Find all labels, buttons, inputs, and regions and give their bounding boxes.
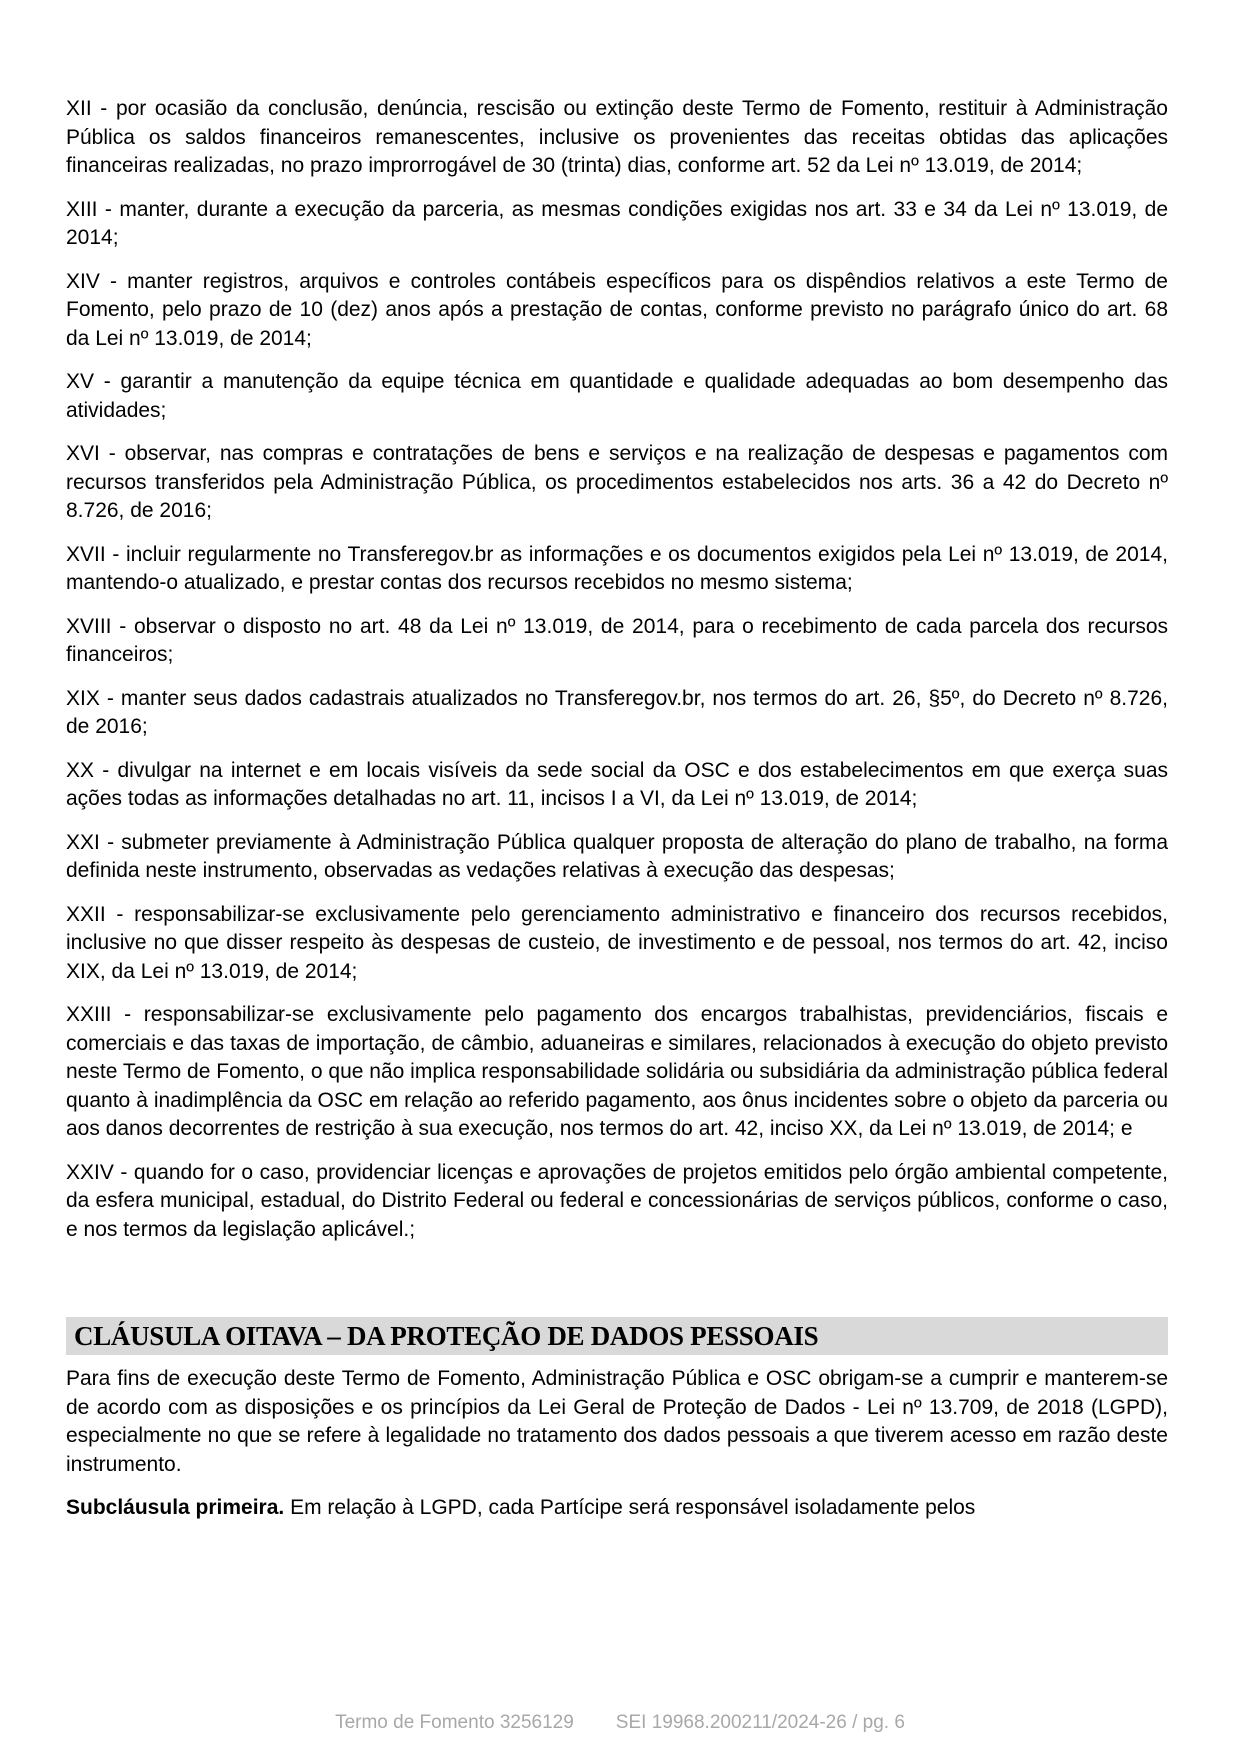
- footer-sei-ref: SEI 19968.200211/2024-26 / pg. 6: [615, 1712, 905, 1733]
- clause-xix: XIX - manter seus dados cadastrais atualizados no Transferegov.br, nos termos do art. 26, §5º, do Decreto nº 8.726, de 2016;: [66, 686, 1168, 738]
- clause-xiii: XIII - manter, durante a execução da parceria, as mesmas condições exigidas nos art. 33 e 34 da Lei nº 13.019, de 2014;: [66, 197, 1168, 249]
- clause-xv: XV - garantir a manutenção da equipe técnica em quantidade e qualidade adequadas ao bom desempenho das atividades;: [66, 370, 1168, 422]
- clause-xvi: XVI - observar, nas compras e contratações de bens e serviços e na realização de despesas e pagamentos com recursos transferidos pela Administração Pública, os procedimentos estabelecidos nos arts. 36 a 42 do Decreto nº 8.726, de 2016;: [66, 442, 1168, 522]
- clause-xii: XII - por ocasião da conclusão, denúncia, rescisão ou extinção deste Termo de Fomento, restituir à Administração Pública os saldos financeiros remanescentes, inclusive os provenientes das receitas obtidas das aplicações financeiras realizadas, no prazo improrrogável de 30 (trinta) dias, conforme art. 52 da Lei nº 13.019, de 2014;: [66, 97, 1168, 177]
- clause-xvii: XVII - incluir regularmente no Transferegov.br as informações e os documentos exigidos pela Lei nº 13.019, de 2014, mantendo-o atualizado, e prestar contas dos recursos recebidos no mesmo sistema;: [66, 542, 1168, 594]
- footer-doc-ref: Termo de Fomento 3256129: [335, 1712, 574, 1733]
- clause-eight-heading: CLÁUSULA OITAVA – DA PROTEÇÃO DE DADOS PESSOAIS: [66, 1317, 1168, 1355]
- clause-xiv: XIV - manter registros, arquivos e controles contábeis específicos para os dispêndios relativos a este Termo de Fomento, pelo prazo de 10 (dez) anos após a prestação de contas, conforme previsto no parágrafo único do art. 68 da Lei nº 13.019, de 2014;: [66, 269, 1168, 350]
- subclause-label: Subcláusula primeira.: [66, 1496, 285, 1519]
- clause-xviii: XVIII - observar o disposto no art. 48 da Lei nº 13.019, de 2014, para o recebimento de cada parcela dos recursos financeiros;: [66, 614, 1168, 666]
- page-footer: [0, 1712, 1240, 1734]
- clause-xxii: XXII - responsabilizar-se exclusivamente pelo gerenciamento administrativo e financeiro dos recursos recebidos, inclusive no que disser respeito às despesas de custeio, de investimento e de pessoal, nos termos do art. 42, inciso XIX, da Lei nº 13.019, de 2014;: [66, 902, 1168, 983]
- clause-xxi: XXI - submeter previamente à Administração Pública qualquer proposta de alteração do plano de trabalho, na forma definida neste instrumento, observadas as vedações relativas à execução das despesas;: [66, 830, 1168, 882]
- clause-xxiii: XXIII - responsabilizar-se exclusivamente pelo pagamento dos encargos trabalhistas, previdenciários, fiscais e comerciais e das taxas de importação, de câmbio, aduaneiras e similares, relacionados à execução do objeto previsto neste Termo de Fomento, o que não implica responsabilidade solidária ou subsidiária da administração pública federal quanto à inadimplência da OSC em relação ao referido pagamento, aos ônus incidentes sobre o objeto da parceria ou aos danos decorrentes de restrição à sua execução, nos termos do art. 42, inciso XX, da Lei nº 13.019, de 2014; e: [66, 1003, 1168, 1140]
- clause-xx: XX - divulgar na internet e em locais visíveis da sede social da OSC e dos estabelecimentos em que exerça suas ações todas as informações detalhadas no art. 11, incisos I a VI, da Lei nº 13.019, de 2014;: [66, 758, 1168, 810]
- clause-xxiv: XXIV - quando for o caso, providenciar licenças e aprovações de projetos emitidos pelo órgão ambiental competente, da esfera municipal, estadual, do Distrito Federal ou federal e concessionárias de serviços públicos, conforme o caso, e nos termos da legislação aplicável.;: [66, 1160, 1168, 1241]
- section-intro-paragraph: Para fins de execução deste Termo de Fomento, Administração Pública e OSC obrigam-se a cumprir e manterem-se de acordo com as disposições e os princípios da Lei Geral de Proteção de Dados - Lei nº 13.709, de 2018 (LGPD), especialmente no que se refere à legalidade no tratamento dos dados pessoais a que tiverem acesso em razão deste instrumento.: [66, 1367, 1168, 1476]
- subclause-text: Em relação à LGPD, cada Partícipe será responsável isoladamente pelos: [290, 1496, 976, 1519]
- subclause-paragraph: [66, 1494, 1168, 1523]
